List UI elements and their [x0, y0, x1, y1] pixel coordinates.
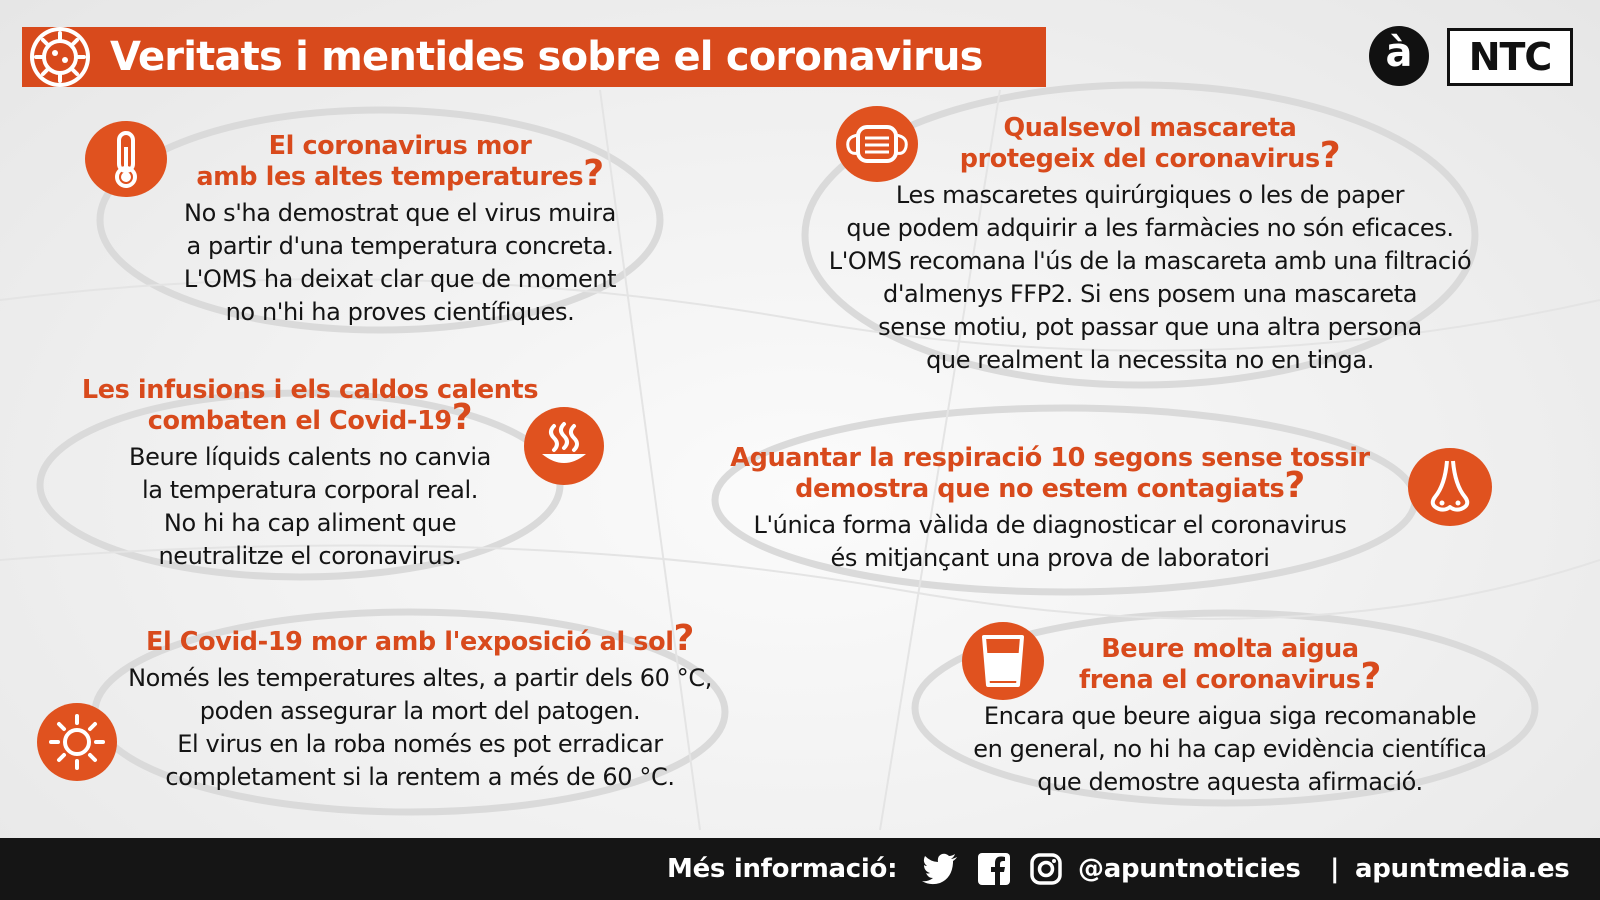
myth-title: El coronavirus mor amb les altes temperatures?	[196, 131, 604, 194]
ntc-logo: NTC	[1447, 28, 1573, 86]
footer-separator: |	[1330, 854, 1340, 884]
question-mark: ?	[1360, 656, 1381, 697]
fact-answer: L'única forma vàlida de diagnosticar el coronavirus és mitjançant una prova de laboratori	[753, 511, 1347, 572]
page-title: Veritats i mentides sobre el coronavirus	[110, 34, 983, 80]
hot-bowl-icon	[524, 407, 604, 485]
footer-bar	[0, 838, 1600, 900]
myth-title: Les infusions i els caldos calents combaten el Covid-19?	[81, 375, 539, 438]
fact-answer: Encara que beure aigua siga recomanable en general, no hi ha cap evidència científica que demostre aquesta afirmació.	[973, 702, 1487, 796]
fact-answer: Les mascaretes quirúrgiques o les de paper que podem adquirir a les farmàcies no són eficaces. L'OMS recomana l'ús de la mascareta amb una filtració d'almenys FFP2. Si ens posem una mascareta sense motiu, pot passar que una altra persona que realment la necessita no en tinga.	[828, 181, 1472, 374]
sun-icon	[37, 703, 117, 781]
myth-title: El Covid-19 mor amb l'exposició al sol?	[145, 618, 695, 659]
myth-title: Beure molta aigua frena el coronavirus?	[1079, 634, 1381, 697]
twitter-icon[interactable]	[922, 853, 958, 885]
question-mark: ?	[583, 153, 604, 194]
myth-block-sun	[60, 618, 780, 794]
myth-block-infusions	[30, 375, 590, 573]
instagram-icon[interactable]	[1030, 853, 1062, 885]
myth-title: Qualsevol mascareta protegeix del coronavirus?	[959, 113, 1341, 176]
myth-title: Aguantar la respiració 10 segons sense tossir demostra que no estem contagiats?	[730, 443, 1370, 506]
apunt-logo: à	[1369, 26, 1429, 86]
title-banner	[22, 27, 1046, 87]
myth-block-mask	[750, 113, 1550, 377]
question-mark: ?	[1284, 465, 1305, 506]
myth-block-heat	[140, 131, 660, 329]
coronavirus-icon	[26, 23, 94, 91]
question-mark: ?	[1319, 135, 1341, 176]
nose-icon	[1408, 448, 1492, 526]
myth-block-water	[920, 634, 1540, 799]
website-link[interactable]: apuntmedia.es	[1355, 854, 1570, 884]
footer-label: Més informació:	[667, 854, 898, 884]
social-handle[interactable]: @apuntnoticies	[1078, 854, 1301, 884]
question-mark: ?	[673, 618, 695, 659]
facebook-icon[interactable]	[978, 853, 1010, 885]
fact-answer: Beure líquids calents no canvia la temperatura corporal real. No hi ha cap aliment que neutralitze el coronavirus.	[129, 443, 491, 570]
myth-block-breath	[700, 443, 1400, 575]
fact-answer: Només les temperatures altes, a partir dels 60 °C, poden assegurar la mort del patogen. El virus en la roba només es pot erradicar completament si la rentem a més de 60 °C.	[128, 664, 712, 791]
question-mark: ?	[451, 397, 473, 438]
fact-answer: No s'ha demostrat que el virus muira a partir d'una temperatura concreta. L'OMS ha deixat clar que de moment no n'hi ha proves científiques.	[183, 199, 617, 326]
